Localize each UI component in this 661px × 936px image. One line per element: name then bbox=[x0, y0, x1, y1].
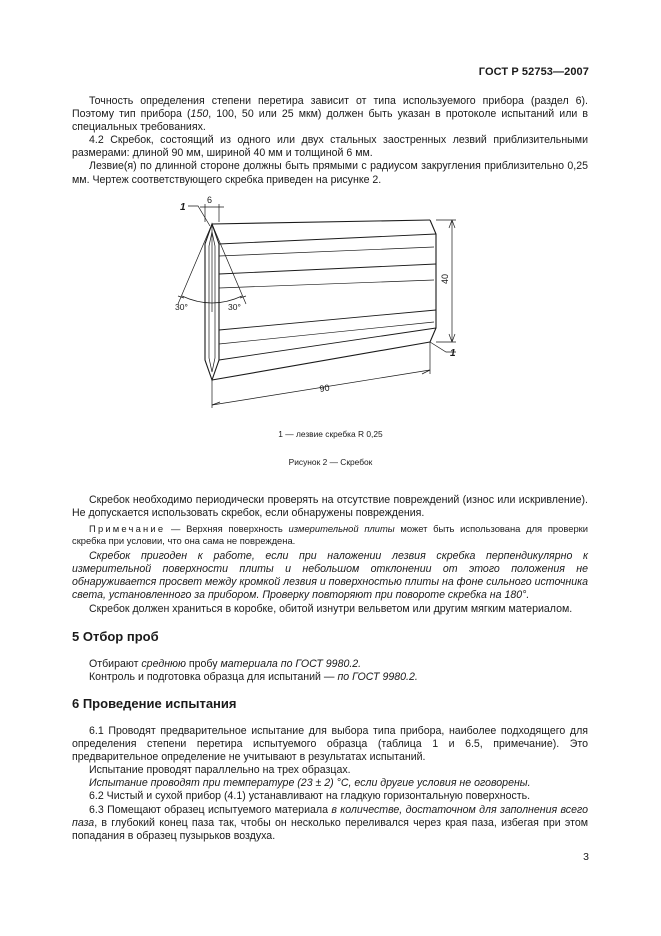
angle-right-label: 30° bbox=[228, 302, 241, 312]
section-5-block bbox=[72, 658, 588, 684]
section-6-heading: 6 Проведение испытания bbox=[72, 696, 237, 711]
paragraph: 6.3 Помещают образец испытуемого материала в количестве, достаточном для заполнения всего паза, в глубокий конец паза так, чтобы он несколько переливался через края паза, избегая при этом попадания в образец пузырьков воздуха. bbox=[72, 803, 588, 842]
dimension-40-label: 40 bbox=[440, 273, 450, 284]
scraper-outline bbox=[205, 220, 436, 380]
section-6-block bbox=[72, 725, 588, 843]
paragraph: Скребок пригоден к работе, если при наложении лезвия скребка перпендикулярно к измерительной поверхности плиты и небольшом отклонении от этого положения не обнаруживается просвет между кромкой лезвия и поверхностью плиты на фоне сильного источника света, установленного за прибором. Проверку повторяют при повороте скребка на 180°. bbox=[72, 550, 588, 602]
label-1-right: 1 bbox=[450, 348, 456, 359]
dimension-6-label: 6 bbox=[207, 195, 213, 205]
figure-caption: Рисунок 2 — Скребок bbox=[288, 457, 373, 467]
paragraph: Контроль и подготовка образца для испытаний — по ГОСТ 9980.2. bbox=[89, 671, 418, 684]
paragraph: Точность определения степени перетира зависит от типа используемого прибора (раздел 6). Поэтому тип прибора (150, 100, 50 или 25 мкм) должен быть указан в протоколе испытаний или в специальных требованиях. bbox=[72, 95, 589, 134]
paragraph: Испытание проводят при температуре (23 ± 2) °С, если другие условия не оговорены. bbox=[89, 777, 531, 790]
paragraph: Скребок должен храниться в коробке, обитой изнутри вельветом или другим мягким материалом. bbox=[89, 602, 573, 615]
paragraph: Скребок необходимо периодически проверять на отсутствие повреждений (износ или искривление). Не допускается использовать скребок, если обнаружены повреждения. bbox=[72, 494, 588, 520]
after-figure-block bbox=[72, 494, 588, 616]
note-paragraph: Примечание — Верхняя поверхность измерительной плиты может быть использована для проверки скребка при условии, что она сама не повреждена. bbox=[72, 523, 588, 547]
paragraph: Лезвие(я) по длинной стороне должны быть прямыми с радиусом закругления приблизительно 0,25 мм. Чертеж соответствующего скребка приведен на рисунке 2. bbox=[72, 160, 588, 186]
page-number: 3 bbox=[583, 851, 589, 863]
document-id: ГОСТ Р 52753—2007 bbox=[478, 66, 589, 78]
dimension-90-label: 90 bbox=[318, 382, 331, 394]
paragraph: Испытание проводят параллельно на трех образцах. bbox=[89, 764, 351, 777]
scraper-figure bbox=[160, 192, 480, 417]
angle-left-label: 30° bbox=[175, 302, 188, 312]
paragraph: 4.2 Скребок, состоящий из одного или двух стальных заостренных лезвий приблизительными размерами: длиной 90 мм, шириной 40 мм и толщиной 6 мм. bbox=[72, 134, 588, 160]
intro-block bbox=[72, 95, 588, 187]
section-5-heading: 5 Отбор проб bbox=[72, 629, 159, 644]
paragraph: Отбирают среднюю пробу материала по ГОСТ 9980.2. bbox=[89, 658, 362, 670]
paragraph: 6.1 Проводят предварительное испытание для выбора типа прибора, наиболее подходящего для определения степени перетира испытуемого образца (таблица 1 и 6.5, примечание). Это предварительное определение не учитывают в результатах испытаний. bbox=[72, 725, 588, 764]
paragraph: 6.2 Чистый и сухой прибор (4.1) устанавливают на гладкую горизонтальную поверхность. bbox=[89, 790, 531, 803]
label-1-top: 1 bbox=[180, 202, 186, 213]
figure-legend: 1 — лезвие скребка R 0,25 bbox=[278, 429, 383, 439]
